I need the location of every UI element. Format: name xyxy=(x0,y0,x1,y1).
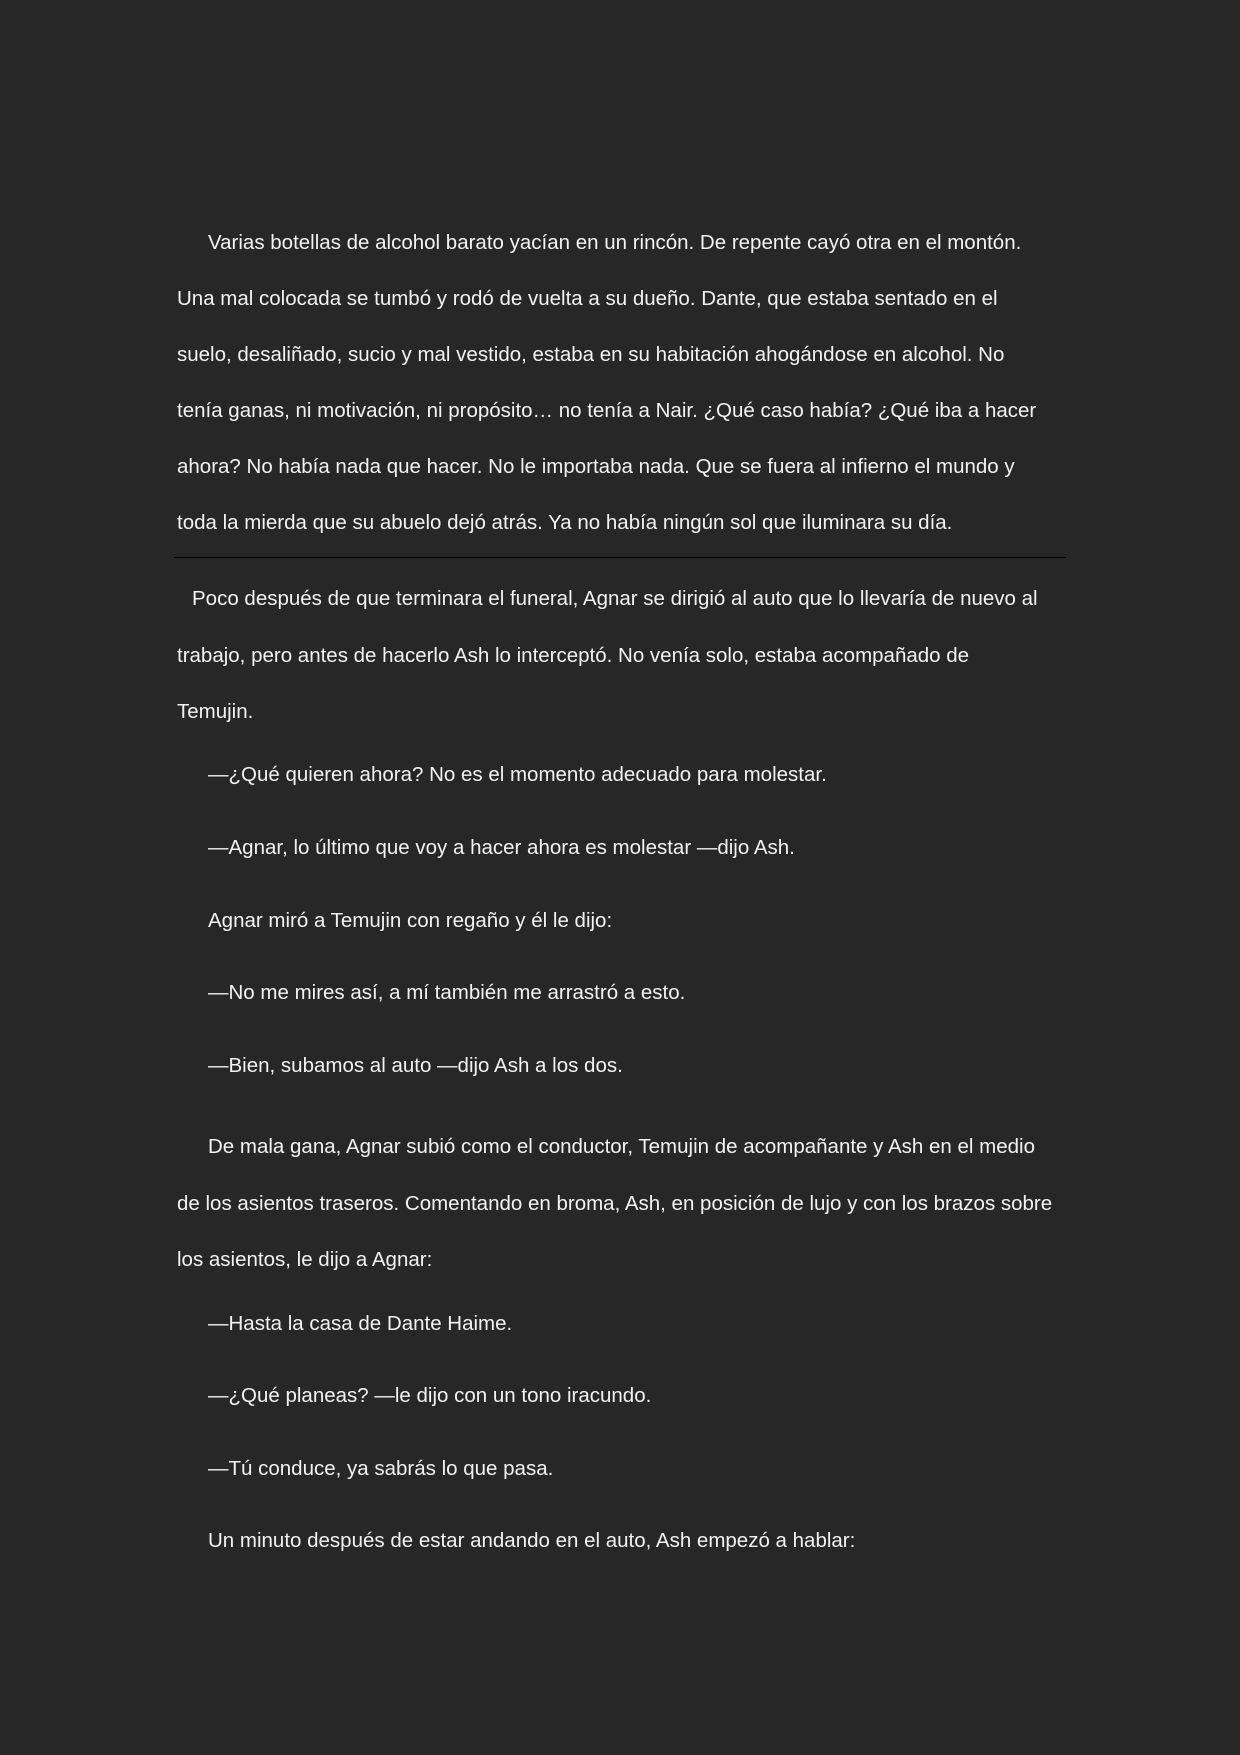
narration-line: Agnar miró a Temujin con regaño y él le dijo: xyxy=(208,909,613,932)
paragraph-line: de los asientos traseros. Comentando en broma, Ash, en posición de lujo y con los brazos sobre xyxy=(177,1191,1053,1215)
dialogue-line: —Tú conduce, ya sabrás lo que pasa. xyxy=(208,1457,554,1480)
dialogue-line: —No me mires así, a mí también me arrastró a esto. xyxy=(208,981,686,1004)
dialogue-line: —¿Qué quieren ahora? No es el momento adecuado para molestar. xyxy=(208,763,827,786)
narration-line: Un minuto después de estar andando en el auto, Ash empezó a hablar: xyxy=(208,1529,856,1552)
paragraph-line: Temujin. xyxy=(177,700,254,723)
section-divider xyxy=(174,557,1066,558)
paragraph-line: Poco después de que terminara el funeral, Agnar se dirigió al auto que lo llevaría de nuevo al xyxy=(192,587,1038,610)
paragraph-line: los asientos, le dijo a Agnar: xyxy=(177,1248,433,1271)
paragraph-line: tenía ganas, ni motivación, ni propósito… no tenía a Nair. ¿Qué caso había? ¿Qué iba a hacer xyxy=(177,399,1037,422)
paragraph-line: ahora? No había nada que hacer. No le importaba nada. Que se fuera al infierno el mundo y xyxy=(177,455,1015,478)
paragraph-line: suelo, desaliñado, sucio y mal vestido, estaba en su habitación ahogándose en alcohol. No xyxy=(177,343,1005,366)
paragraph-line: Una mal colocada se tumbó y rodó de vuelta a su dueño. Dante, que estaba sentado en el xyxy=(177,287,998,310)
paragraph-line: toda la mierda que su abuelo dejó atrás. Ya no había ningún sol que iluminara su día. xyxy=(177,511,953,534)
paragraph-line: trabajo, pero antes de hacerlo Ash lo interceptó. No venía solo, estaba acompañado de xyxy=(177,643,970,667)
dialogue-line: —¿Qué planeas? —le dijo con un tono iracundo. xyxy=(208,1384,652,1407)
paragraph-line: De mala gana, Agnar subió como el conductor, Temujin de acompañante y Ash en el medio xyxy=(208,1135,1035,1158)
paragraph-car xyxy=(177,1119,1067,1289)
paragraph-opening xyxy=(177,215,1067,551)
dialogue-line: —Agnar, lo último que voy a hacer ahora es molestar —dijo Ash. xyxy=(208,836,795,859)
paragraph-funeral xyxy=(177,571,1067,741)
dialogue-line: —Bien, subamos al auto —dijo Ash a los dos. xyxy=(208,1054,623,1077)
dialogue-line: —Hasta la casa de Dante Haime. xyxy=(208,1312,513,1335)
paragraph-line: Varias botellas de alcohol barato yacían en un rincón. De repente cayó otra en el montón. xyxy=(208,231,1022,254)
